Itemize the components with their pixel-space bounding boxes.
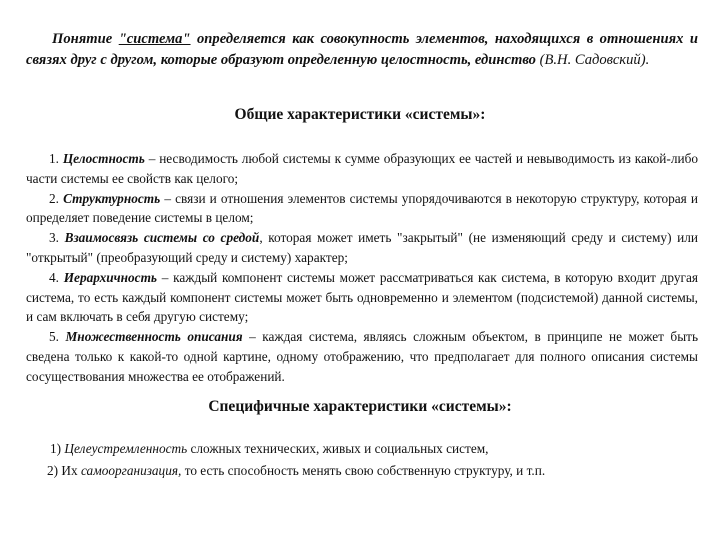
general-characteristics-heading: Общие характеристики «системы»: xyxy=(234,106,486,123)
list-item xyxy=(26,228,698,268)
list-item xyxy=(26,149,698,189)
item-text: – каждая система, являясь сложным объектом, в принципе не может быть сведена только к какой-то одной картине, одному отображению, что предполагает для полного описания системы сосуществования множества ее отображений. xyxy=(26,329,699,384)
item-term: Структурность xyxy=(63,190,161,206)
concept-word: Понятие xyxy=(52,30,113,47)
list-item xyxy=(26,438,698,460)
item-text: – несводимость любой системы к сумме образующих ее частей и невыводимость из какой-либо части системы ее свойств как целого; xyxy=(26,151,698,186)
item-number: 5. xyxy=(49,329,59,345)
item-number: 4. xyxy=(49,269,59,285)
item-term: Целостность xyxy=(62,151,145,166)
item-text: – связи и отношения элементов системы упорядочиваются в некоторую структуру, которая и определяет поведение системы в целом; xyxy=(26,190,699,226)
item-term: самоорганизация, xyxy=(81,462,182,478)
item-number: 2) xyxy=(47,462,59,478)
concept-definition xyxy=(26,29,698,71)
item-text: то есть способность менять свою собственную структуру, и т.п. xyxy=(184,462,546,478)
specific-characteristics-list xyxy=(26,438,698,481)
item-number: 3. xyxy=(49,230,59,246)
item-term: Множественность описания xyxy=(65,329,243,345)
item-number: 2. xyxy=(49,190,59,206)
list-item xyxy=(26,189,698,229)
general-characteristics-list xyxy=(26,149,698,387)
item-text: – каждый компонент системы может рассматриваться как система, в которую входит другая система, то есть каждый компонент системы может быть одновременно и элементом (подсистемой) данной системы, и сам включать в себя другую систему; xyxy=(26,269,699,325)
definition-author: (В.Н. Садовский). xyxy=(539,51,650,68)
list-item xyxy=(26,268,698,327)
item-term: Иерархичность xyxy=(63,269,158,285)
item-number: 1) xyxy=(50,441,62,456)
list-item xyxy=(26,460,698,482)
item-term: Взаимосвязь системы со средой xyxy=(64,230,260,246)
quoted-term: "система" xyxy=(118,30,191,47)
item-text: , которая может иметь "закрытый" (не изменяющий среду и систему) или "открытый" (преобразующий среду и систему) характер; xyxy=(26,230,698,265)
specific-characteristics-heading: Специфичные характеристики «системы»: xyxy=(208,398,512,415)
item-text: сложных технических, живых и социальных систем, xyxy=(190,441,489,456)
item-term: Целеустремленность xyxy=(64,441,188,456)
list-item xyxy=(26,327,698,386)
item-lead: Их xyxy=(61,462,78,478)
item-number: 1. xyxy=(49,151,59,166)
definition-text: определяется как совокупность элементов, находящихся в отношениях и связях друг с другом, которые образуют определенную целостность, единство xyxy=(26,30,698,68)
